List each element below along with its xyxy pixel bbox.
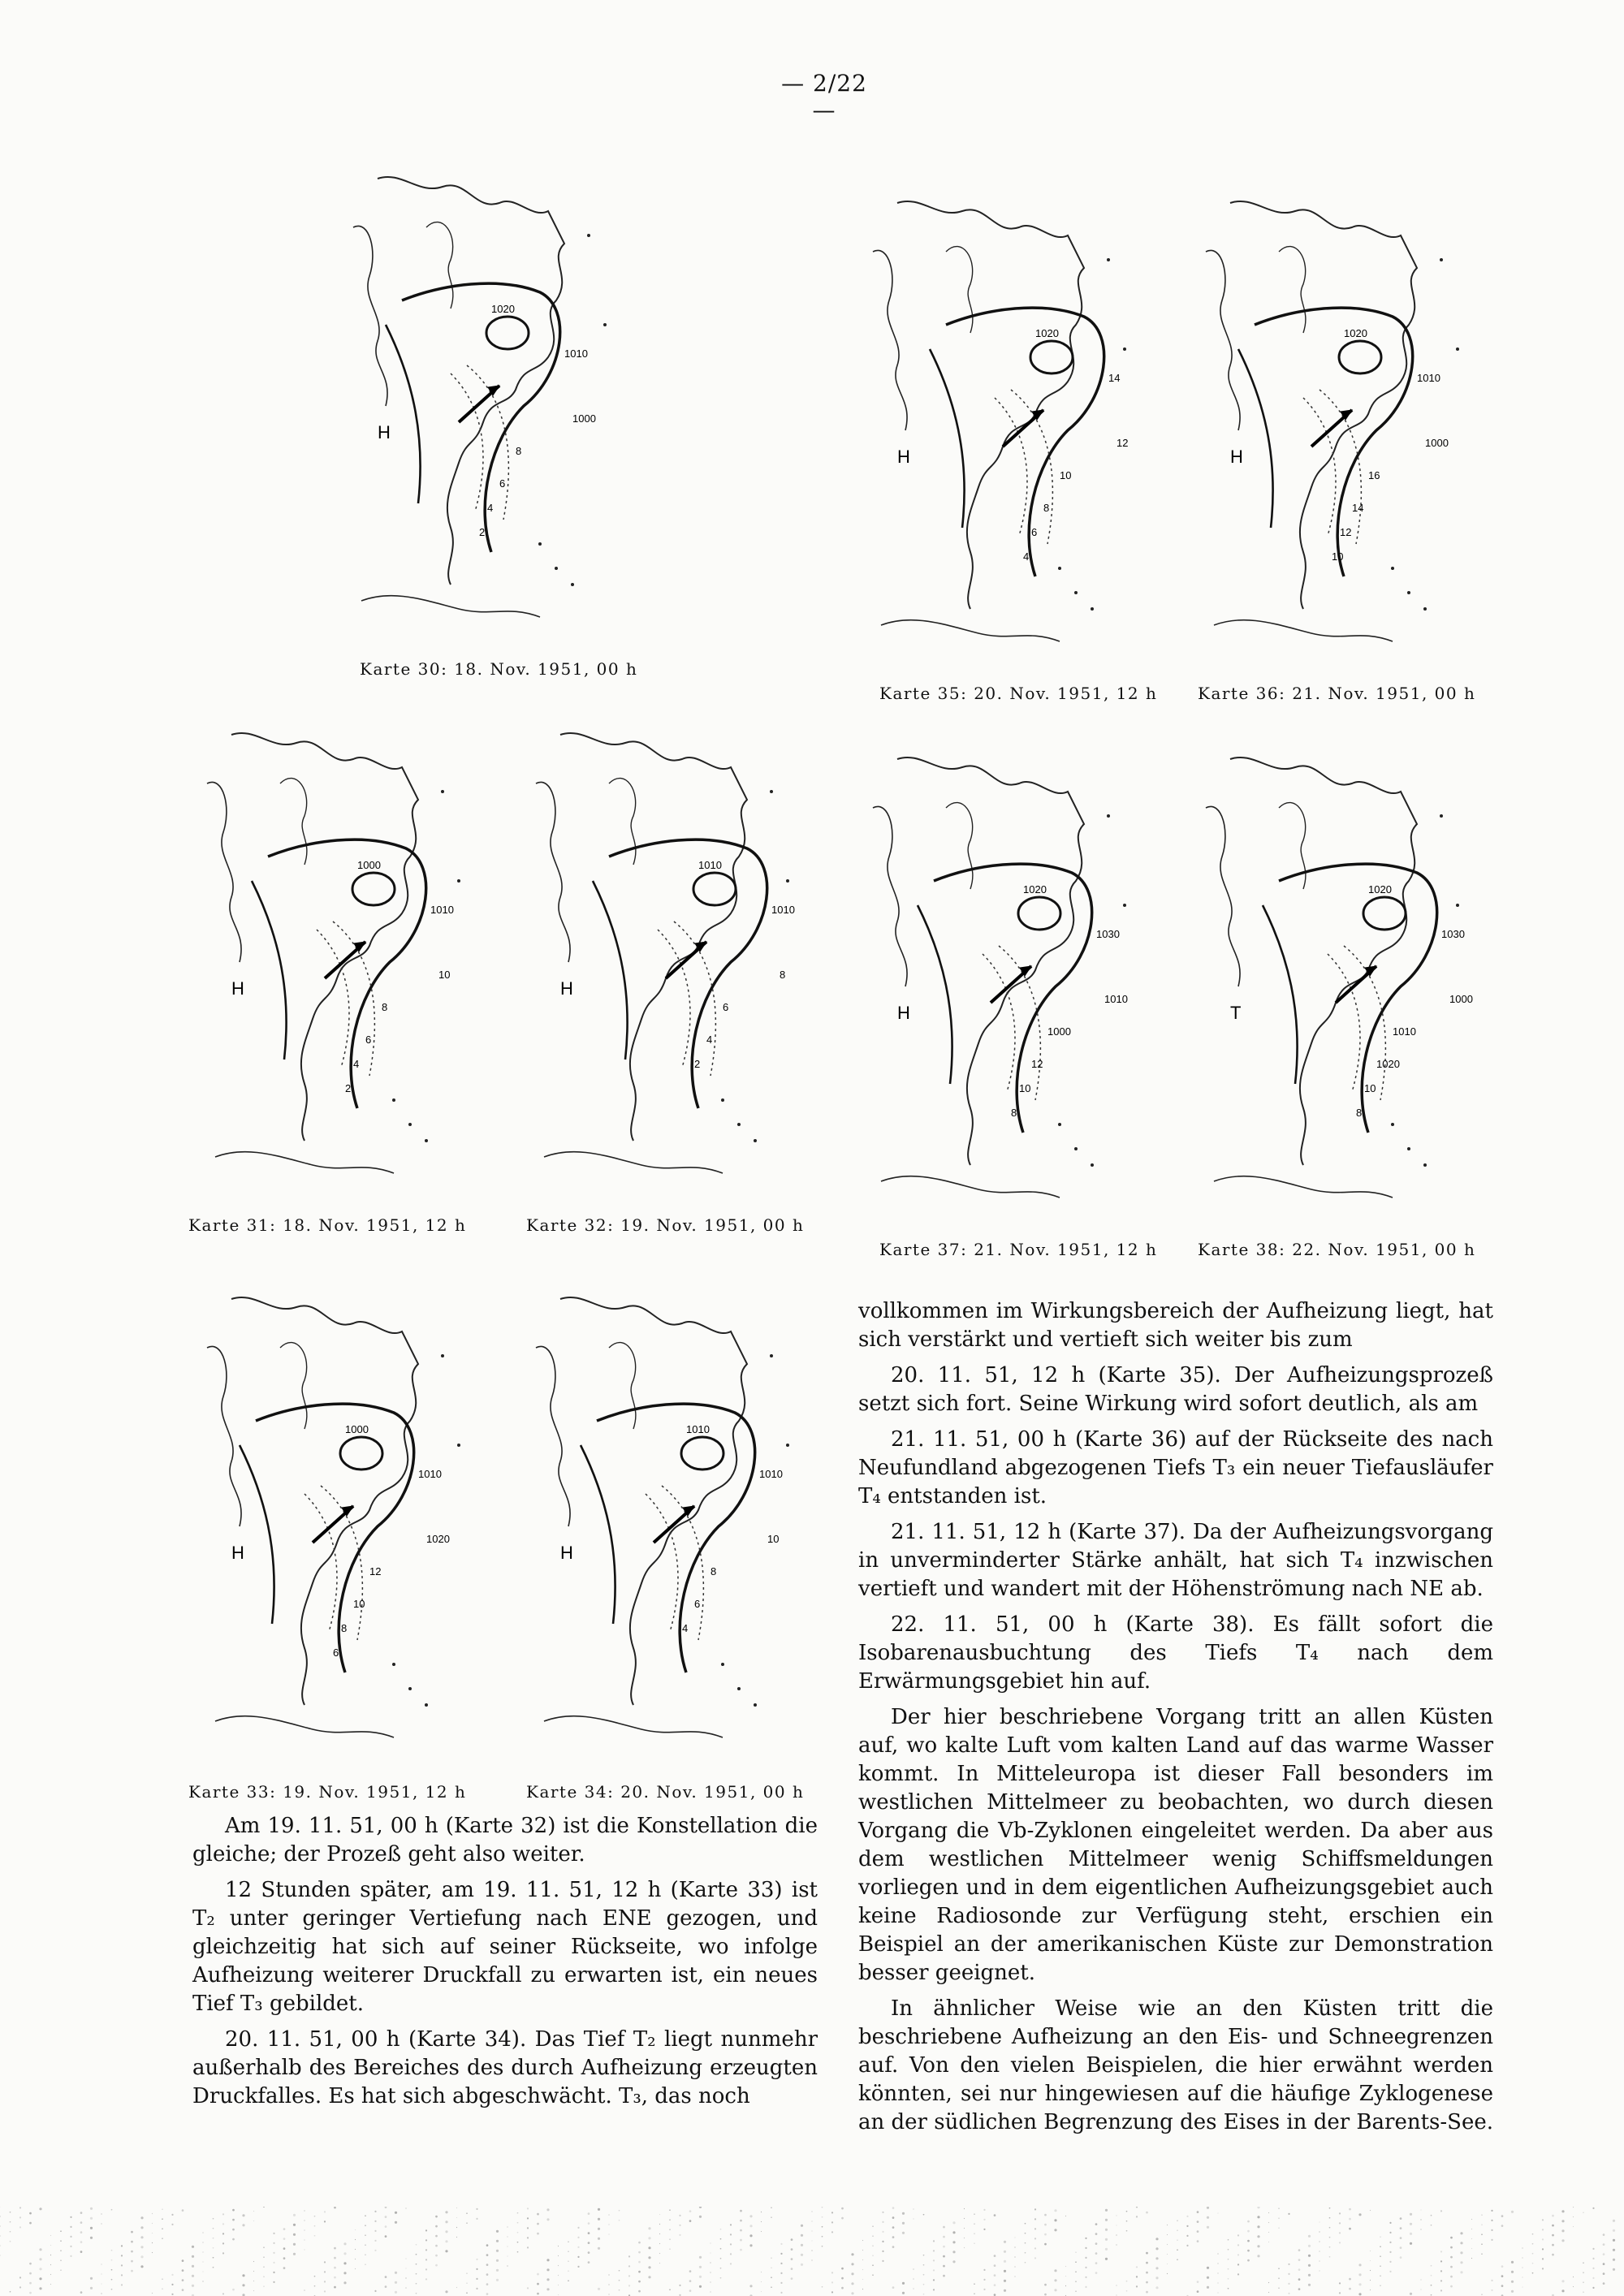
isotherm: [321, 1486, 362, 1640]
weather-map-34: [512, 1275, 836, 1778]
island-dot: [770, 790, 773, 793]
isotherm: [1328, 954, 1360, 1092]
isobar-label: 1020: [1023, 883, 1047, 896]
paragraph: Am 19. 11. 51, 00 h (Karte 32) ist die Konstellation die gleiche; der Prozeß geht also weiter.: [192, 1814, 818, 1867]
weather-map-35: [849, 183, 1173, 678]
scan-noise: [0, 2207, 1624, 2296]
low-pressure-center: [340, 1437, 382, 1470]
isobar-label: 1010: [1104, 993, 1128, 1005]
isobar-label: 10: [353, 1598, 365, 1610]
pressure-system-label: H: [231, 978, 244, 999]
map-caption-37: Karte 37: 21. Nov. 1951, 12 h: [879, 1240, 1158, 1259]
island-dot: [457, 1444, 460, 1447]
isobar: [918, 905, 952, 1084]
isobar: [930, 349, 965, 528]
island-dot: [425, 1139, 428, 1142]
island-dot: [721, 1663, 724, 1666]
low-pressure-center: [681, 1437, 723, 1470]
island-dot: [737, 1687, 741, 1690]
isobar-label: 1020: [1368, 883, 1392, 896]
island-dot: [457, 879, 460, 883]
island-dot: [786, 1444, 789, 1447]
isobar-label: 8: [1356, 1107, 1363, 1119]
isobar-label: 6: [365, 1034, 372, 1046]
isobar-main: [1279, 864, 1437, 1133]
map-svg: [183, 1275, 508, 1778]
map-svg: [849, 183, 1173, 678]
island-dot: [392, 1663, 395, 1666]
isobar-label: 1010: [771, 904, 795, 916]
isobar: [581, 1445, 615, 1624]
isobar-main: [1255, 308, 1413, 576]
isobar-label: 1020: [1035, 327, 1059, 339]
weather-map-31: [183, 719, 508, 1206]
isotherm: [646, 1494, 678, 1632]
isobar-label: 10: [767, 1533, 780, 1545]
caribbean-coast: [1214, 620, 1393, 641]
isobar-label: 8: [780, 969, 786, 981]
island-dot: [538, 542, 542, 546]
coastline: [231, 733, 418, 1141]
map-svg: [849, 743, 1173, 1230]
island-dot: [1391, 1123, 1394, 1126]
isobar-main: [256, 1404, 414, 1672]
island-dot: [1423, 607, 1427, 611]
coastline: [207, 1346, 241, 1526]
map-caption-30: Karte 30: 18. Nov. 1951, 00 h: [360, 659, 638, 679]
weather-map-32: [512, 719, 836, 1206]
isobar-main: [402, 283, 560, 552]
low-pressure-center: [1363, 897, 1406, 930]
map-svg: [329, 158, 654, 654]
coastline: [426, 222, 453, 309]
isobar-label: 2: [694, 1058, 701, 1070]
caribbean-coast: [881, 1176, 1060, 1198]
coastline: [1206, 806, 1240, 986]
isobar-label: 14: [1352, 502, 1364, 514]
isobar-label: 1010: [430, 904, 454, 916]
paragraph: 12 Stunden später, am 19. 11. 51, 12 h (Karte 33) ist T₂ unter geringer Vertiefung nach ENE gezogen, und gleichzeitig hat sich auf seiner Rückseite, wo infolge Aufheizung weiterer Druckfall zu erwarten ist, ein neues Tief T₃ gebildet.: [192, 1878, 818, 2016]
isobar: [240, 1445, 274, 1624]
island-dot: [425, 1703, 428, 1707]
pressure-system-label: H: [1230, 447, 1243, 467]
low-pressure-center: [1030, 341, 1073, 373]
weather-map-36: [1181, 183, 1506, 678]
isobar: [386, 325, 421, 503]
isobar-label: 12: [1340, 526, 1352, 538]
island-dot: [441, 790, 444, 793]
paragraph: 22. 11. 51, 00 h (Karte 38). Es fällt sofort die Isobarenausbuchtung des Tiefs T₄ nach dem Erwärmungsgebiet hin auf.: [858, 1612, 1493, 1694]
isotherm: [467, 365, 508, 520]
isobar-label: 6: [1031, 526, 1038, 538]
isobar-label: 1020: [426, 1533, 450, 1545]
isobar-label: 1010: [698, 859, 722, 871]
island-dot: [1058, 567, 1061, 570]
island-dot: [441, 1354, 444, 1357]
isobar-label: 1000: [1425, 437, 1449, 449]
caribbean-coast: [215, 1152, 394, 1173]
isobar-label: 1010: [418, 1468, 442, 1480]
isobar-main: [609, 839, 767, 1108]
low-pressure-center: [352, 873, 395, 905]
isobar-main: [597, 1404, 755, 1672]
isobar-label: 12: [1031, 1058, 1043, 1070]
paragraph: Der hier beschriebene Vorgang tritt an allen Küsten auf, wo kalte Luft vom kalten Land auf das warme Wasser kommt. In Mitteleuropa ist dieser Fall besonders im westlichen Mittelmeer zu beobachten, wo durch diesen Vorgang die Vb-Zyklonen eingeleitet werden. Da aber aus dem westlichen Mittelmeer wenig Schiffsmeldungen vorliegen und in dem eigentlichen Aufheizungsgebiet auch keine Radiosonde zur Verfügung steht, erschien ein Beispiel an der amerikanischen Küste zur Demonstration besser geeignet.: [858, 1705, 1493, 1985]
isobar-label: 2: [345, 1082, 352, 1094]
paragraph: vollkommen im Wirkungsbereich der Aufheizung liegt, hat sich verstärkt und vertieft sich weiter bis zum: [858, 1299, 1493, 1352]
island-dot: [737, 1123, 741, 1126]
isobar-label: 10: [1060, 469, 1072, 481]
map-caption-31: Karte 31: 18. Nov. 1951, 12 h: [188, 1215, 467, 1235]
isobar-label: 6: [723, 1001, 729, 1013]
island-dot: [1456, 347, 1459, 351]
caribbean-coast: [215, 1716, 394, 1737]
isobar-label: 1010: [759, 1468, 783, 1480]
isobar-label: 10: [1364, 1082, 1376, 1094]
isobar-label: 1030: [1441, 928, 1465, 940]
weather-map-30: [329, 158, 654, 654]
isobar-label: 1000: [1449, 993, 1473, 1005]
isobar-label: 8: [1043, 502, 1050, 514]
isobar-label: 1010: [1417, 372, 1440, 384]
pressure-system-label: H: [897, 1003, 910, 1023]
island-dot: [408, 1687, 412, 1690]
island-dot: [1074, 1147, 1078, 1150]
isotherm: [451, 373, 483, 511]
island-dot: [1440, 258, 1443, 261]
isobar-label: 1020: [491, 303, 515, 315]
map-caption-33: Karte 33: 19. Nov. 1951, 12 h: [188, 1782, 467, 1802]
map-caption-34: Karte 34: 20. Nov. 1951, 00 h: [526, 1782, 805, 1802]
island-dot: [1091, 1163, 1094, 1167]
pressure-system-label: H: [560, 1543, 573, 1563]
island-dot: [1407, 591, 1410, 594]
isobar: [252, 881, 287, 1060]
isobar-label: 10: [1019, 1082, 1031, 1094]
paragraph: 21. 11. 51, 00 h (Karte 36) auf der Rückseite des nach Neufundland abgezogenen Tiefs T₃ ein neuer Tiefausläufer T₄ entstanden ist.: [858, 1427, 1493, 1508]
isobar-label: 1020: [1376, 1058, 1400, 1070]
island-dot: [408, 1123, 412, 1126]
map-caption-35: Karte 35: 20. Nov. 1951, 12 h: [879, 684, 1158, 703]
island-dot: [1423, 1163, 1427, 1167]
isobar-label: 1000: [357, 859, 381, 871]
isobar-label: 12: [1116, 437, 1129, 449]
isobar-main: [946, 308, 1104, 576]
isobar-label: 1010: [686, 1423, 710, 1435]
left-column-text: [192, 1812, 818, 2118]
coastline: [207, 782, 241, 962]
coastline: [1230, 201, 1417, 609]
isobar-label: 8: [1011, 1107, 1017, 1119]
map-svg: [1181, 183, 1506, 678]
coastline: [560, 1297, 747, 1705]
island-dot: [1391, 567, 1394, 570]
page-number: — 2/22 —: [781, 70, 867, 123]
isotherm: [983, 954, 1015, 1092]
isobar: [1263, 905, 1298, 1084]
coastline: [1206, 250, 1240, 430]
isobar: [1238, 349, 1273, 528]
isobar-label: 1030: [1096, 928, 1120, 940]
isotherm: [1344, 946, 1385, 1100]
paragraph: In ähnlicher Weise wie an den Küsten tritt die beschriebene Aufheizung an den Eis- und Schneegrenzen auf. Von den vielen Beispielen, die hier erwähnt werden könnten, sei nur hingewiesen auf die häufige Zyklogenese an der südlichen Begrenzung des Eises in der Barents-See.: [858, 1996, 1494, 2134]
isobar-label: 14: [1108, 372, 1121, 384]
isobar-main: [268, 839, 426, 1108]
isobar-label: 16: [1368, 469, 1380, 481]
coastline: [536, 782, 570, 962]
island-dot: [1058, 1123, 1061, 1126]
coastline: [378, 177, 564, 585]
map-svg: [1181, 743, 1506, 1230]
coastline: [897, 757, 1084, 1165]
isobar-label: 6: [333, 1646, 339, 1659]
isobar: [593, 881, 628, 1060]
map-svg: [512, 1275, 836, 1778]
map-caption-38: Karte 38: 22. Nov. 1951, 00 h: [1198, 1240, 1476, 1259]
coastline: [560, 733, 747, 1141]
island-dot: [754, 1703, 757, 1707]
caribbean-coast: [544, 1716, 723, 1737]
weather-map-37: [849, 743, 1173, 1230]
isobar-label: 8: [382, 1001, 388, 1013]
low-pressure-center: [486, 317, 529, 349]
island-dot: [754, 1139, 757, 1142]
low-pressure-center: [1018, 897, 1060, 930]
isobar-label: 1010: [1393, 1025, 1416, 1038]
isobar-label: 10: [1332, 550, 1344, 563]
island-dot: [392, 1098, 395, 1102]
isobar-label: 6: [499, 477, 506, 490]
island-dot: [1074, 591, 1078, 594]
paragraph: 20. 11. 51, 12 h (Karte 35). Der Aufheizungsprozeß setzt sich fort. Seine Wirkung wird sofort deutlich, als am: [858, 1363, 1493, 1416]
isotherm: [1320, 390, 1364, 544]
island-dot: [1107, 258, 1110, 261]
isobar-label: 8: [710, 1565, 717, 1577]
caribbean-coast: [1214, 1176, 1393, 1198]
isobar-label: 10: [438, 969, 451, 981]
isotherm: [317, 930, 349, 1068]
low-pressure-center: [1339, 341, 1381, 373]
pressure-system-label: H: [897, 447, 910, 467]
isobar-label: 1000: [345, 1423, 369, 1435]
isobar-label: 8: [341, 1622, 348, 1634]
map-svg: [183, 719, 508, 1206]
island-dot: [1123, 347, 1126, 351]
island-dot: [1440, 814, 1443, 818]
isobar-label: 4: [487, 502, 494, 514]
coastline: [353, 226, 387, 406]
isotherm: [658, 930, 690, 1068]
isotherm: [1011, 390, 1052, 544]
isobar-label: 4: [353, 1058, 360, 1070]
caribbean-coast: [544, 1152, 723, 1173]
low-pressure-center: [693, 873, 736, 905]
island-dot: [1107, 814, 1110, 818]
weather-map-38: [1181, 743, 1506, 1230]
coastline: [897, 201, 1084, 609]
coastline: [280, 1343, 307, 1429]
isobar-label: 1010: [564, 347, 588, 360]
isotherm: [995, 398, 1027, 536]
coastline: [873, 806, 907, 986]
right-column-text: [858, 1297, 1493, 2144]
isobar-label: 12: [369, 1565, 382, 1577]
pressure-system-label: T: [1230, 1003, 1242, 1023]
island-dot: [721, 1098, 724, 1102]
coastline: [873, 250, 907, 430]
isobar-label: 1000: [572, 412, 596, 425]
isotherm: [1303, 398, 1336, 536]
island-dot: [770, 1354, 773, 1357]
island-dot: [786, 879, 789, 883]
isotherm: [662, 1486, 703, 1640]
isobar-label: 8: [516, 445, 522, 457]
isotherm: [999, 946, 1040, 1100]
island-dot: [1123, 904, 1126, 907]
isobar-label: 1000: [1047, 1025, 1071, 1038]
island-dot: [555, 567, 558, 570]
isobar-label: 4: [706, 1034, 713, 1046]
isobar-main: [934, 864, 1092, 1133]
isobar-label: 6: [694, 1598, 701, 1610]
isobar-label: 4: [682, 1622, 689, 1634]
map-svg: [512, 719, 836, 1206]
pressure-system-label: H: [378, 422, 391, 442]
island-dot: [1456, 904, 1459, 907]
pressure-system-label: H: [560, 978, 573, 999]
isobar-label: 4: [1023, 550, 1030, 563]
isobar-label: 2: [479, 526, 486, 538]
island-dot: [587, 234, 590, 237]
island-dot: [1091, 607, 1094, 611]
island-dot: [1407, 1147, 1410, 1150]
caribbean-coast: [361, 596, 540, 617]
isotherm: [304, 1494, 337, 1632]
coastline: [1279, 247, 1306, 333]
isotherm: [333, 921, 374, 1076]
coastline: [536, 1346, 570, 1526]
isobar-label: 1020: [1344, 327, 1367, 339]
coastline: [231, 1297, 418, 1705]
island-dot: [571, 583, 574, 586]
map-caption-32: Karte 32: 19. Nov. 1951, 00 h: [526, 1215, 805, 1235]
paragraph: 20. 11. 51, 00 h (Karte 34). Das Tief T₂ liegt nunmehr außerhalb des Bereiches des durch Aufheizung erzeugten Druckfalles. Es hat sich abgeschwächt. T₃, das noch: [192, 2027, 818, 2108]
coastline: [1230, 757, 1417, 1165]
island-dot: [603, 323, 607, 326]
weather-map-33: [183, 1275, 508, 1778]
pressure-system-label: H: [231, 1543, 244, 1563]
caribbean-coast: [881, 620, 1060, 641]
paragraph: 21. 11. 51, 12 h (Karte 37). Da der Aufheizungsvorgang in unverminderter Stärke anhält, hat sich T₄ inzwischen vertieft und wandert mit der Höhenströmung nach NE ab.: [858, 1520, 1493, 1601]
isotherm: [674, 921, 715, 1076]
map-caption-36: Karte 36: 21. Nov. 1951, 00 h: [1198, 684, 1476, 703]
